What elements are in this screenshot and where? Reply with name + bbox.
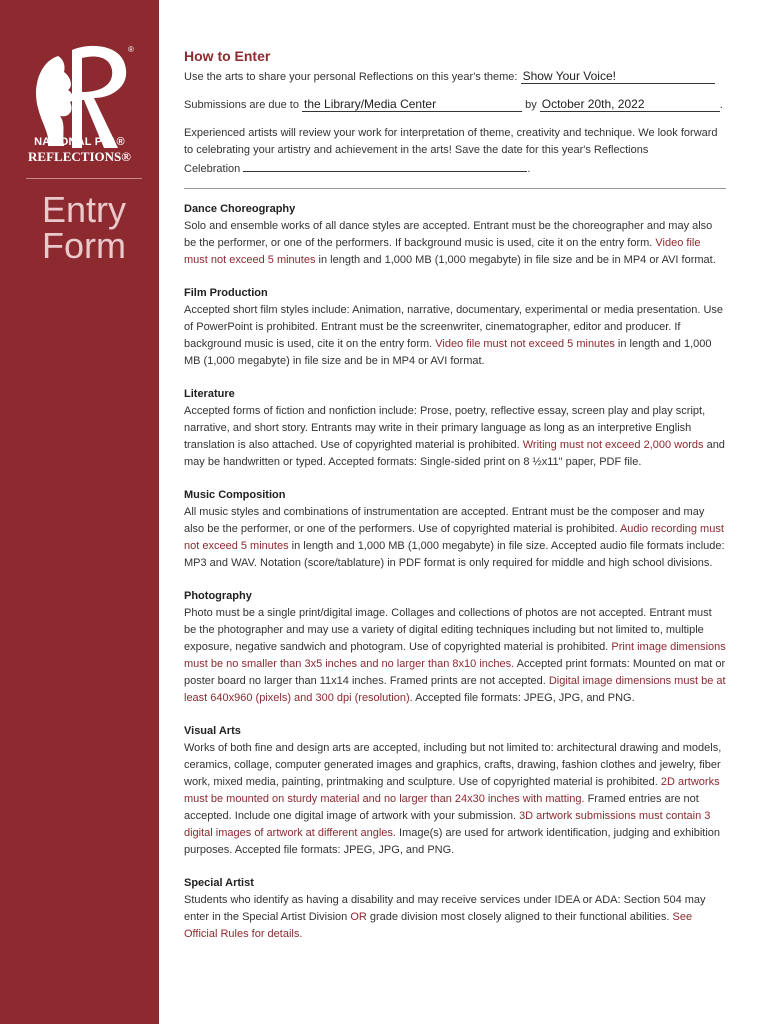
category-description [184, 504, 726, 572]
category-title: Music Composition [184, 489, 286, 501]
description-text: grade division most closely aligned to their functional abilities. [366, 911, 673, 923]
entry-form-title-line1: Entry [42, 189, 127, 230]
category-title: Visual Arts [184, 725, 241, 737]
description-text: . Accepted file formats: JPEG, JPG, and PNG. [409, 692, 635, 704]
sidebar-divider [26, 178, 142, 179]
due-row: Submissions are due to the Library/Media Center by October 20th, 2022 . [184, 97, 723, 111]
description-text: Works of both fine and design arts are accepted, including but not limited to: architectural drawing and models, ceramics, collage, computer generated images and graphics, crafts, drawing, fashion clothes and jewelry, fiber work, mixed media, painting, printmaking and sculpture. Use of copyrighted material is prohibited. [184, 742, 722, 788]
requirement-highlight: Digital image dimensions must be at least 640x960 (pixels) and 300 dpi (resolution) [184, 675, 726, 704]
category-section [184, 723, 726, 859]
category-description [184, 740, 726, 859]
category-title: Film Production [184, 287, 268, 299]
category-section [184, 487, 726, 572]
requirement-highlight: OR [350, 911, 367, 923]
category-description [184, 218, 726, 269]
theme-row [184, 69, 726, 86]
category-title: Special Artist [184, 877, 254, 889]
intro-text: Experienced artists will review your work for interpretation of theme, creativity and technique. We look forward to celebrating your artistry and achievement in the arts! Save the date for this year's Reflections [184, 127, 718, 156]
category-description [184, 302, 726, 370]
requirement-highlight: Audio recording must not exceed 5 minutes [184, 523, 724, 552]
description-text: Accepted short film styles include: Animation, narrative, documentary, experimental or media presentation. Use of PowerPoint is prohibited. Entrant must be the screenwriter, cinematographer, editor and producer. If background music is used, cite it on the entry form. [184, 304, 724, 350]
requirement-highlight: 2D artworks must be mounted on sturdy material and no larger than 24x30 inches with matting. [184, 776, 720, 805]
due-by-label: by [525, 99, 537, 111]
category-section [184, 875, 726, 943]
due-label: Submissions are due to [184, 99, 299, 111]
category-section [184, 588, 726, 707]
category-section [184, 285, 726, 370]
how-to-enter-heading: How to Enter [184, 48, 271, 64]
sidebar [0, 0, 159, 1024]
main-content [184, 48, 726, 959]
category-title: Photography [184, 590, 252, 602]
description-text: All music styles and combinations of instrumentation are accepted. Entrant must be the composer and may also be the performer, or one of the performers. Use of copyrighted material is prohibited. [184, 506, 705, 535]
logo-text-national-pta: NATIONAL PTA® [34, 136, 125, 148]
description-text: Solo and ensemble works of all dance styles are accepted. Entrant must be the choreographer and may also be the performer, or one of the performers. If background music is used, cite it on the entry form. [184, 220, 713, 249]
description-text: Framed entries are not accepted. Include one digital image of artwork with your submission. [184, 793, 699, 822]
intro-paragraph: Experienced artists will review your work for interpretation of theme, creativity and technique. We look forward to celebrating your artistry and achievement in the arts! Save the date for this year's Reflections Celebration . [184, 127, 718, 175]
category-description [184, 892, 726, 943]
description-text: in length and 1,000 MB (1,000 megabyte) in file size and be in MP4 or AVI format. [315, 254, 716, 266]
entry-form-title [42, 189, 127, 266]
description-text: in length and 1,000 MB (1,000 megabyte) in file size and be in MP4 or AVI format. [184, 338, 712, 367]
theme-label: Use the arts to share your personal Reflections on this year's theme: [184, 71, 518, 83]
description-text: Photo must be a single print/digital image. Collages and collections of photos are not accepted. Entrant must be the photographer and may use a variety of digital editing techniques including but not limited to, multiple exposure, negative sandwich and photogram. Use of copyrighted material is prohibited. [184, 607, 712, 653]
category-section [184, 386, 726, 471]
header-divider [184, 188, 726, 189]
categories-list [184, 201, 726, 943]
requirement-highlight: Video file must not exceed 5 minutes [184, 237, 701, 266]
description-text: Accepted print formats: Mounted on mat or poster board no larger than 11x14 inches. Framed prints are not accepted. [184, 658, 726, 687]
due-location-field[interactable]: the Library/Media Center [302, 97, 522, 112]
category-description [184, 403, 726, 471]
entry-form-title-line2: Form [42, 225, 126, 266]
svg-text:®: ® [128, 45, 134, 54]
celebration-label: Celebration [184, 163, 241, 175]
category-description [184, 605, 726, 707]
description-text: in length and 1,000 MB (1,000 megabyte) in file size. Accepted audio file formats include: MP3 and WAV. Notation (score/tablature) in PDF format is only required for middle and high school divisions. [184, 540, 725, 569]
requirement-highlight: Video file must not exceed 5 minutes [435, 338, 615, 350]
due-date-field[interactable]: October 20th, 2022 [540, 97, 720, 112]
requirement-highlight: See Official Rules for details. [184, 911, 693, 940]
category-title: Literature [184, 388, 235, 400]
description-text: and may be handwritten or typed. Accepted formats: Single-sided print on 8 ½x11" paper, PDF file. [184, 439, 725, 468]
description-text: Students who identify as having a disability and may receive services under IDEA or ADA: Section 504 may enter in the Special Artist Division [184, 894, 706, 923]
description-text: Accepted forms of fiction and nonfiction include: Prose, poetry, reflective essay, screen play and play script, narrative, and short story. Entrants may write in their primary language as long as an interpretive English translation is also attached. Use of copyrighted material is prohibited. [184, 405, 706, 451]
celebration-field[interactable] [243, 159, 527, 172]
logo-text-reflections: REFLECTIONS® [28, 149, 131, 164]
category-section [184, 201, 726, 269]
requirement-highlight: Print image dimensions must be no smaller than 3x5 inches and no larger than 8x10 inches. [184, 641, 726, 670]
requirement-highlight: Writing must not exceed 2,000 words [522, 439, 704, 451]
theme-field[interactable]: Show Your Voice! [521, 69, 715, 84]
requirement-highlight: 3D artwork submissions must contain 3 digital images of artwork at different angles. [184, 810, 711, 839]
description-text: Image(s) are used for artwork identification, judging and exhibition purposes. Accepted file formats: JPEG, JPG, and PNG. [184, 827, 721, 856]
category-title: Dance Choreography [184, 203, 296, 215]
